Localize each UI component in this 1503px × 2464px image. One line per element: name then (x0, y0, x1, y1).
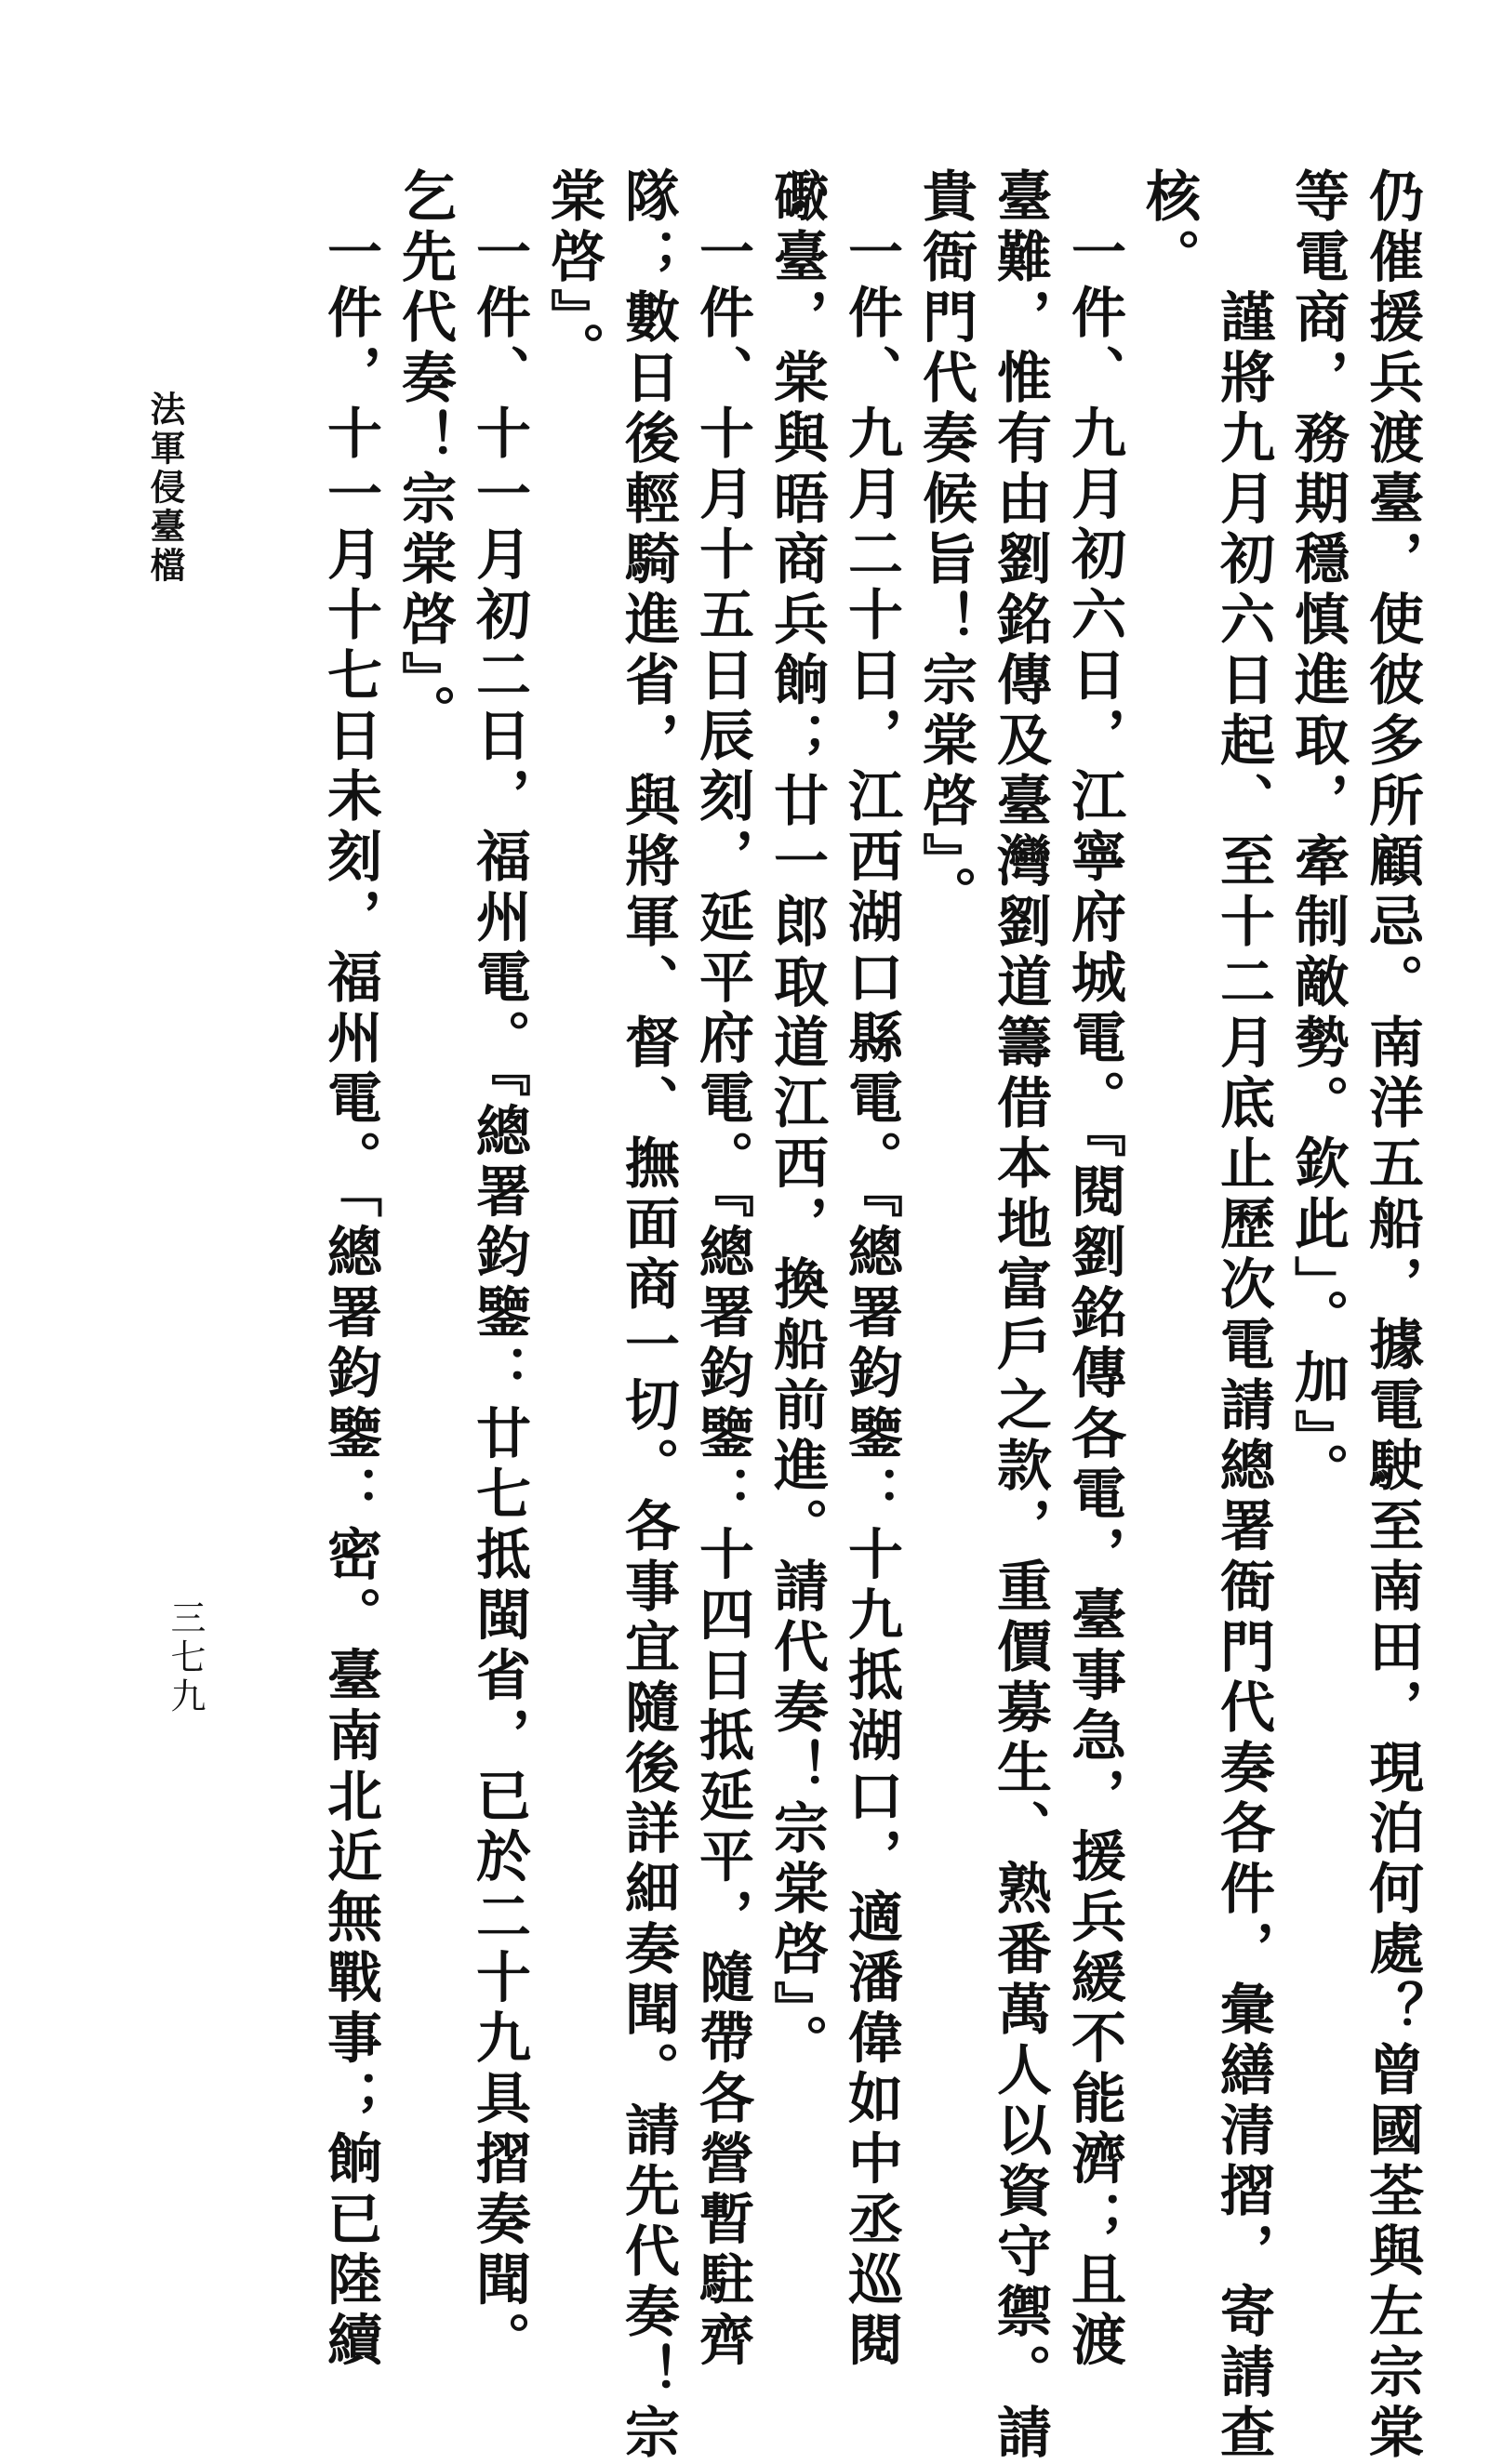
text-line: 臺難，惟有由劉銘傳及臺灣劉道籌借本地富戶之款，重價募生、熟番萬人以資守禦。請 (988, 167, 1052, 2464)
text-line: 隊；數日後輕騎進省，與將軍、督、撫面商一切。各事宜隨後詳細奏聞。請先代奏！宗 (616, 167, 680, 2464)
text-line: 礮臺，棠與晤商兵餉；廿一郎取道江西，換船前進。請代奏！宗棠啓』。 (765, 167, 829, 2074)
text-line: 等電商，務期穩慎進取，牽制敵勢。欽此」。加』。 (1285, 167, 1350, 1503)
text-line: 核。 (1137, 167, 1201, 288)
text-line: 仍催援兵渡臺，使彼多所顧忌。南洋五船，據電駛至南田，現泊何處？曾國荃與左宗棠 (1360, 167, 1424, 2464)
text-line: 一件，十一月十七日未刻，福州電。「總署鈞鑒：密。臺南北近無戰事；餉已陸續 (318, 223, 382, 2372)
text-line: 一件、九月二十日，江西湖口縣電。『總署鈞鑒：十九抵湖口，適潘偉如中丞巡閱 (839, 223, 903, 2372)
text-line: 棠啓』。 (541, 167, 605, 382)
running-title: 法軍侵臺檔 (144, 391, 185, 586)
page-number: 三七九 (165, 1599, 206, 1716)
text-line: 謹將九月初六日起、至十二月底止歷次電請總署衙門代奏各件，彙繕清摺，寄請查 (1211, 288, 1275, 2464)
text-line: 乞先代奏！宗棠啓』。 (392, 167, 457, 745)
text-line: 一件、十一月初二日，福州電。『總署鈞鑒：廿七抵閩省，已於二十九具摺奏聞。 (467, 223, 531, 2372)
text-line: 一件、九月初六日，江寧府城電。『閱劉銘傳各電，臺事急，援兵緩不能濟；且渡 (1062, 223, 1126, 2372)
text-line: 一件、十月十五日辰刻，延平府電。『總署鈞鑒：十四日抵延平，隨帶各營暫駐齊 (690, 223, 754, 2372)
body-text (313, 167, 1429, 2464)
text-line: 貴衙門代奏候旨！宗棠啓』。 (913, 167, 978, 926)
